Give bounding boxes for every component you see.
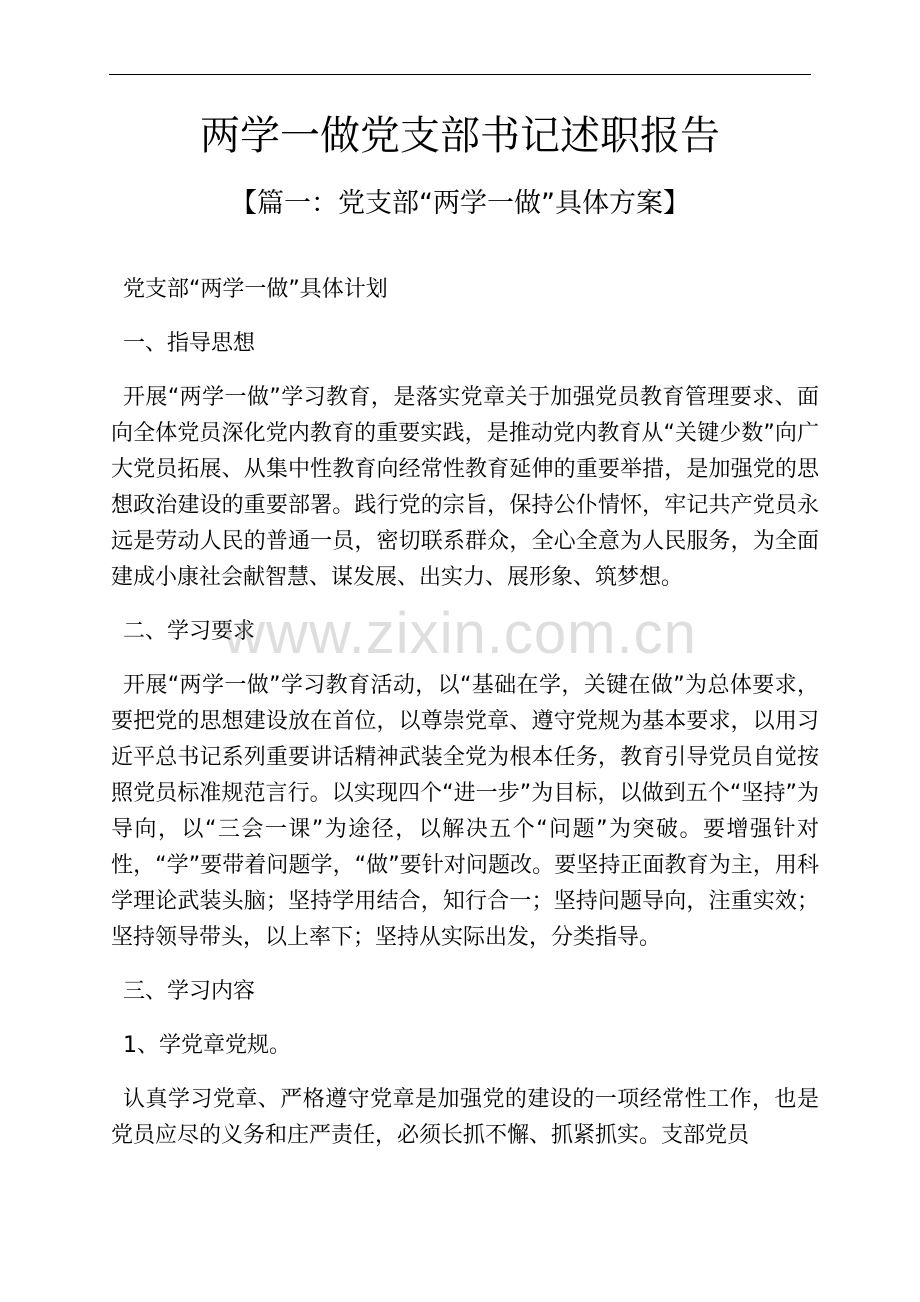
document-body <box>111 272 819 1172</box>
subsection-heading-party-constitution: 1、学党章党规。 <box>123 1033 291 1058</box>
document-subtitle: 【篇一：党支部“两学一做”具体方案】 <box>230 188 690 219</box>
watermark-text: www.zixin.com.cn <box>223 601 697 666</box>
plan-heading: 党支部“两学一做”具体计划 <box>123 277 388 302</box>
section-heading-guiding-thought: 一、指导思想 <box>123 331 256 356</box>
paragraph-guiding-thought: 开展“两学一做”学习教育，是落实党章关于加强党员教育管理要求、面向全体党员深化党内教育的重要实践，是推动党内教育从“关键少数”向广大党员拓展、从集中性教育向经常性教育延伸的重要举措，是加强党的思想政治建设的重要部署。践行党的宗旨，保持公仆情怀，牢记共产党员永远是劳动人民的普通一员，密切联系群众，全心全意为人民服务，为全面建成小康社会献智慧、谋发展、出实力、展形象、筑梦想。 <box>111 385 819 590</box>
section-heading-study-requirements: 二、学习要求 <box>123 619 256 644</box>
document-title: 两学一做党支部书记述职报告 <box>200 113 720 159</box>
paragraph-study-requirements: 开展“两学一做”学习教育活动，以“基础在学，关键在做”为总体要求，要把党的思想建设放在首位，以尊崇党章、遵守党规为基本要求，以用习近平总书记系列重要讲话精神武装全党为根本任务，教育引导党员自觉按照党员标准规范言行。以实现四个“进一步”为目标，以做到五个“坚持”为导向，以“三会一课”为途径，以解决五个“问题”为突破。要增强针对性，“学”要带着问题学，“做”要针对问题改。要坚持正面教育为主，用科学理论武装头脑；坚持学用结合，知行合一；坚持问题导向，注重实效；坚持领导带头，以上率下；坚持从实际出发，分类指导。 <box>111 673 819 950</box>
section-heading-study-content: 三、学习内容 <box>123 979 256 1004</box>
paragraph-party-constitution: 认真学习党章、严格遵守党章是加强党的建设的一项经常性工作，也是党员应尽的义务和庄严责任，必须长抓不懈、抓紧抓实。支部党员 <box>111 1087 819 1148</box>
header-rule <box>109 74 811 75</box>
